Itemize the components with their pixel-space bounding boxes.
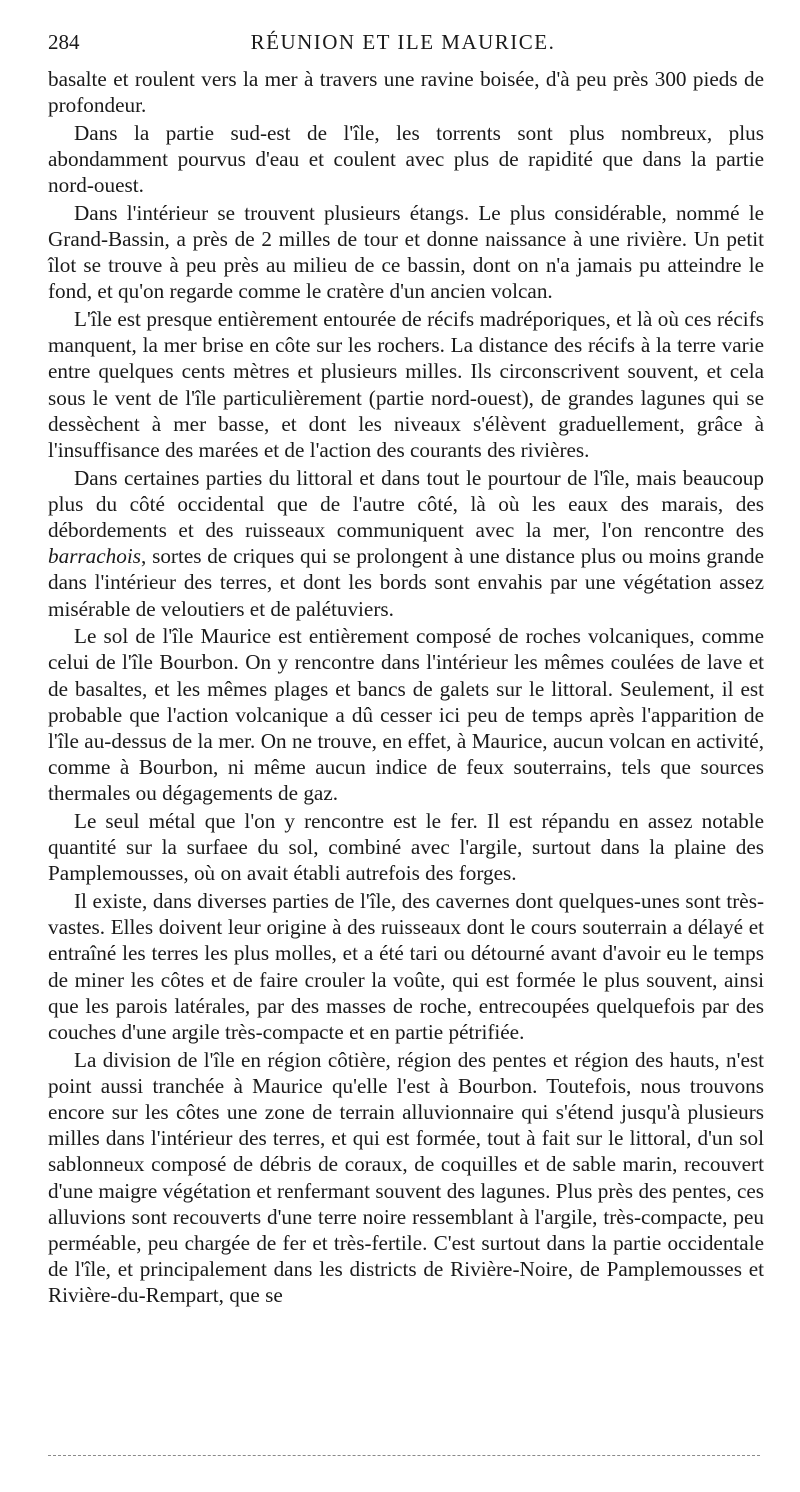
paragraph-continued: basalte et roulent vers la mer à travers une ravine boisée, d'à peu près 300 pieds de profondeur. <box>48 67 764 118</box>
paragraph-recifs: L'île est presque entièrement entourée de récifs madréporiques, et là où ces récifs manquent, la mer brise en côte sur les rochers. La distance des récifs à la terre varie entre quelques cents mètres et plusieurs milles. Ils circonscrivent souvent, et cela sous le vent de l'île particulièrement (partie nord-ouest), de grandes lagunes qui se dessèchent à mer basse, et dont les niveaux s'élèvent graduellement, grâce à l'insuffisance des marées et de l'action des courants des rivières. <box>48 307 764 463</box>
paragraph-metal: Le seul métal que l'on y rencontre est le fer. Il est répandu en assez notable quantité sur la surfaee du sol, combiné avec l'argile, surtout dans la plaine des Pamplemousses, où on avait établi autrefois des forges. <box>48 809 764 886</box>
text-fragment: , sortes de criques qui se prolongent à une distance plus ou moins grande dans l'intérieur des terres, et dont les bords sont envahis par une végétation assez misérable de veloutiers et de palétuviers. <box>48 544 764 621</box>
text-fragment: Dans certaines parties du littoral et dans tout le pourtour de l'île, mais beaucoup plus du côté occidental que de l'autre côté, là où les eaux des marais, des débordements et des ruisseaux communiquent avec la mer, l'on rencontre des <box>48 465 764 543</box>
paragraph-etangs: Dans l'intérieur se trouvent plusieurs étangs. Le plus considérable, nommé le Grand-Bassin, a près de 2 milles de tour et donne naissance à une rivière. Un petit îlot se trouve à peu près au milieu de ce bassin, dont on n'a jamais pu atteindre le fond, et qu'on regarde comme le cratère d'un ancien volcan. <box>48 200 764 304</box>
page-header <box>48 30 758 60</box>
running-title: RÉUNION ET ILE MAURICE. <box>250 30 556 54</box>
paragraph-torrents: Dans la partie sud-est de l'île, les torrents sont plus nombreux, plus abondamment pourvus d'eau et coulent avec plus de rapidité que dans la partie nord-ouest. <box>48 120 764 198</box>
body-text <box>48 66 764 1309</box>
paragraph-sol: Le sol de l'île Maurice est entièrement composé de roches volcaniques, comme celui de l'île Bourbon. On y rencontre dans l'intérieur les mêmes coulées de lave et de basaltes, et les mêmes plages et bancs de galets sur le littoral. Seulement, il est probable que l'action volcanique a dû cesser ici peu de temps après l'apparition de l'île au-dessus de la mer. On ne trouve, en effet, à Maurice, aucun volcan en activité, comme à Bourbon, ni même aucun indice de feux souterrains, tels que sources thermales ou dégagements de gaz. <box>48 624 764 806</box>
italic-term: barrachois <box>48 544 141 569</box>
paragraph-barrachois <box>48 465 764 622</box>
paragraph-cavernes: Il existe, dans diverses parties de l'île, des cavernes dont quelques-unes sont très-vastes. Elles doivent leur origine à des ruisseaux dont le cours souterrain a délayé et entraîné les terres les plus molles, et a été tari ou détourné avant d'avoir eu le temps de miner les côtes et de faire crouler la voûte, qui est formée le plus souvent, ainsi que les parois latérales, par des masses de roche, entrecoupées quelquefois par des couches d'une argile très-compacte et en partie pétrifiée. <box>48 889 764 1045</box>
page-number: 284 <box>48 30 80 54</box>
paragraph-division: La division de l'île en région côtière, région des pentes et région des hauts, n'est point aussi tranchée à Maurice qu'elle l'est à Bourbon. Toutefois, nous trouvons encore sur les côtes une zone de terrain alluvionnaire qui s'étend jusqu'à plusieurs milles dans l'intérieur des terres, et qui est formée, tout à fait sur le littoral, d'un sol sablonneux composé de débris de coraux, de coquilles et de sable marin, recouvert d'une maigre végétation et renfermant souvent des lagunes. Plus près des pentes, ces alluvions sont recouverts d'une terre noire ressemblant à l'argile, très-compacte, peu perméable, peu chargée de fer et très-fertile. C'est surtout dans la partie occidentale de l'île, et principalement dans les districts de Rivière-Noire, de Pamplemousses et Rivière-du-Rempart, que se <box>48 1047 764 1308</box>
footer-rule <box>48 1455 760 1456</box>
